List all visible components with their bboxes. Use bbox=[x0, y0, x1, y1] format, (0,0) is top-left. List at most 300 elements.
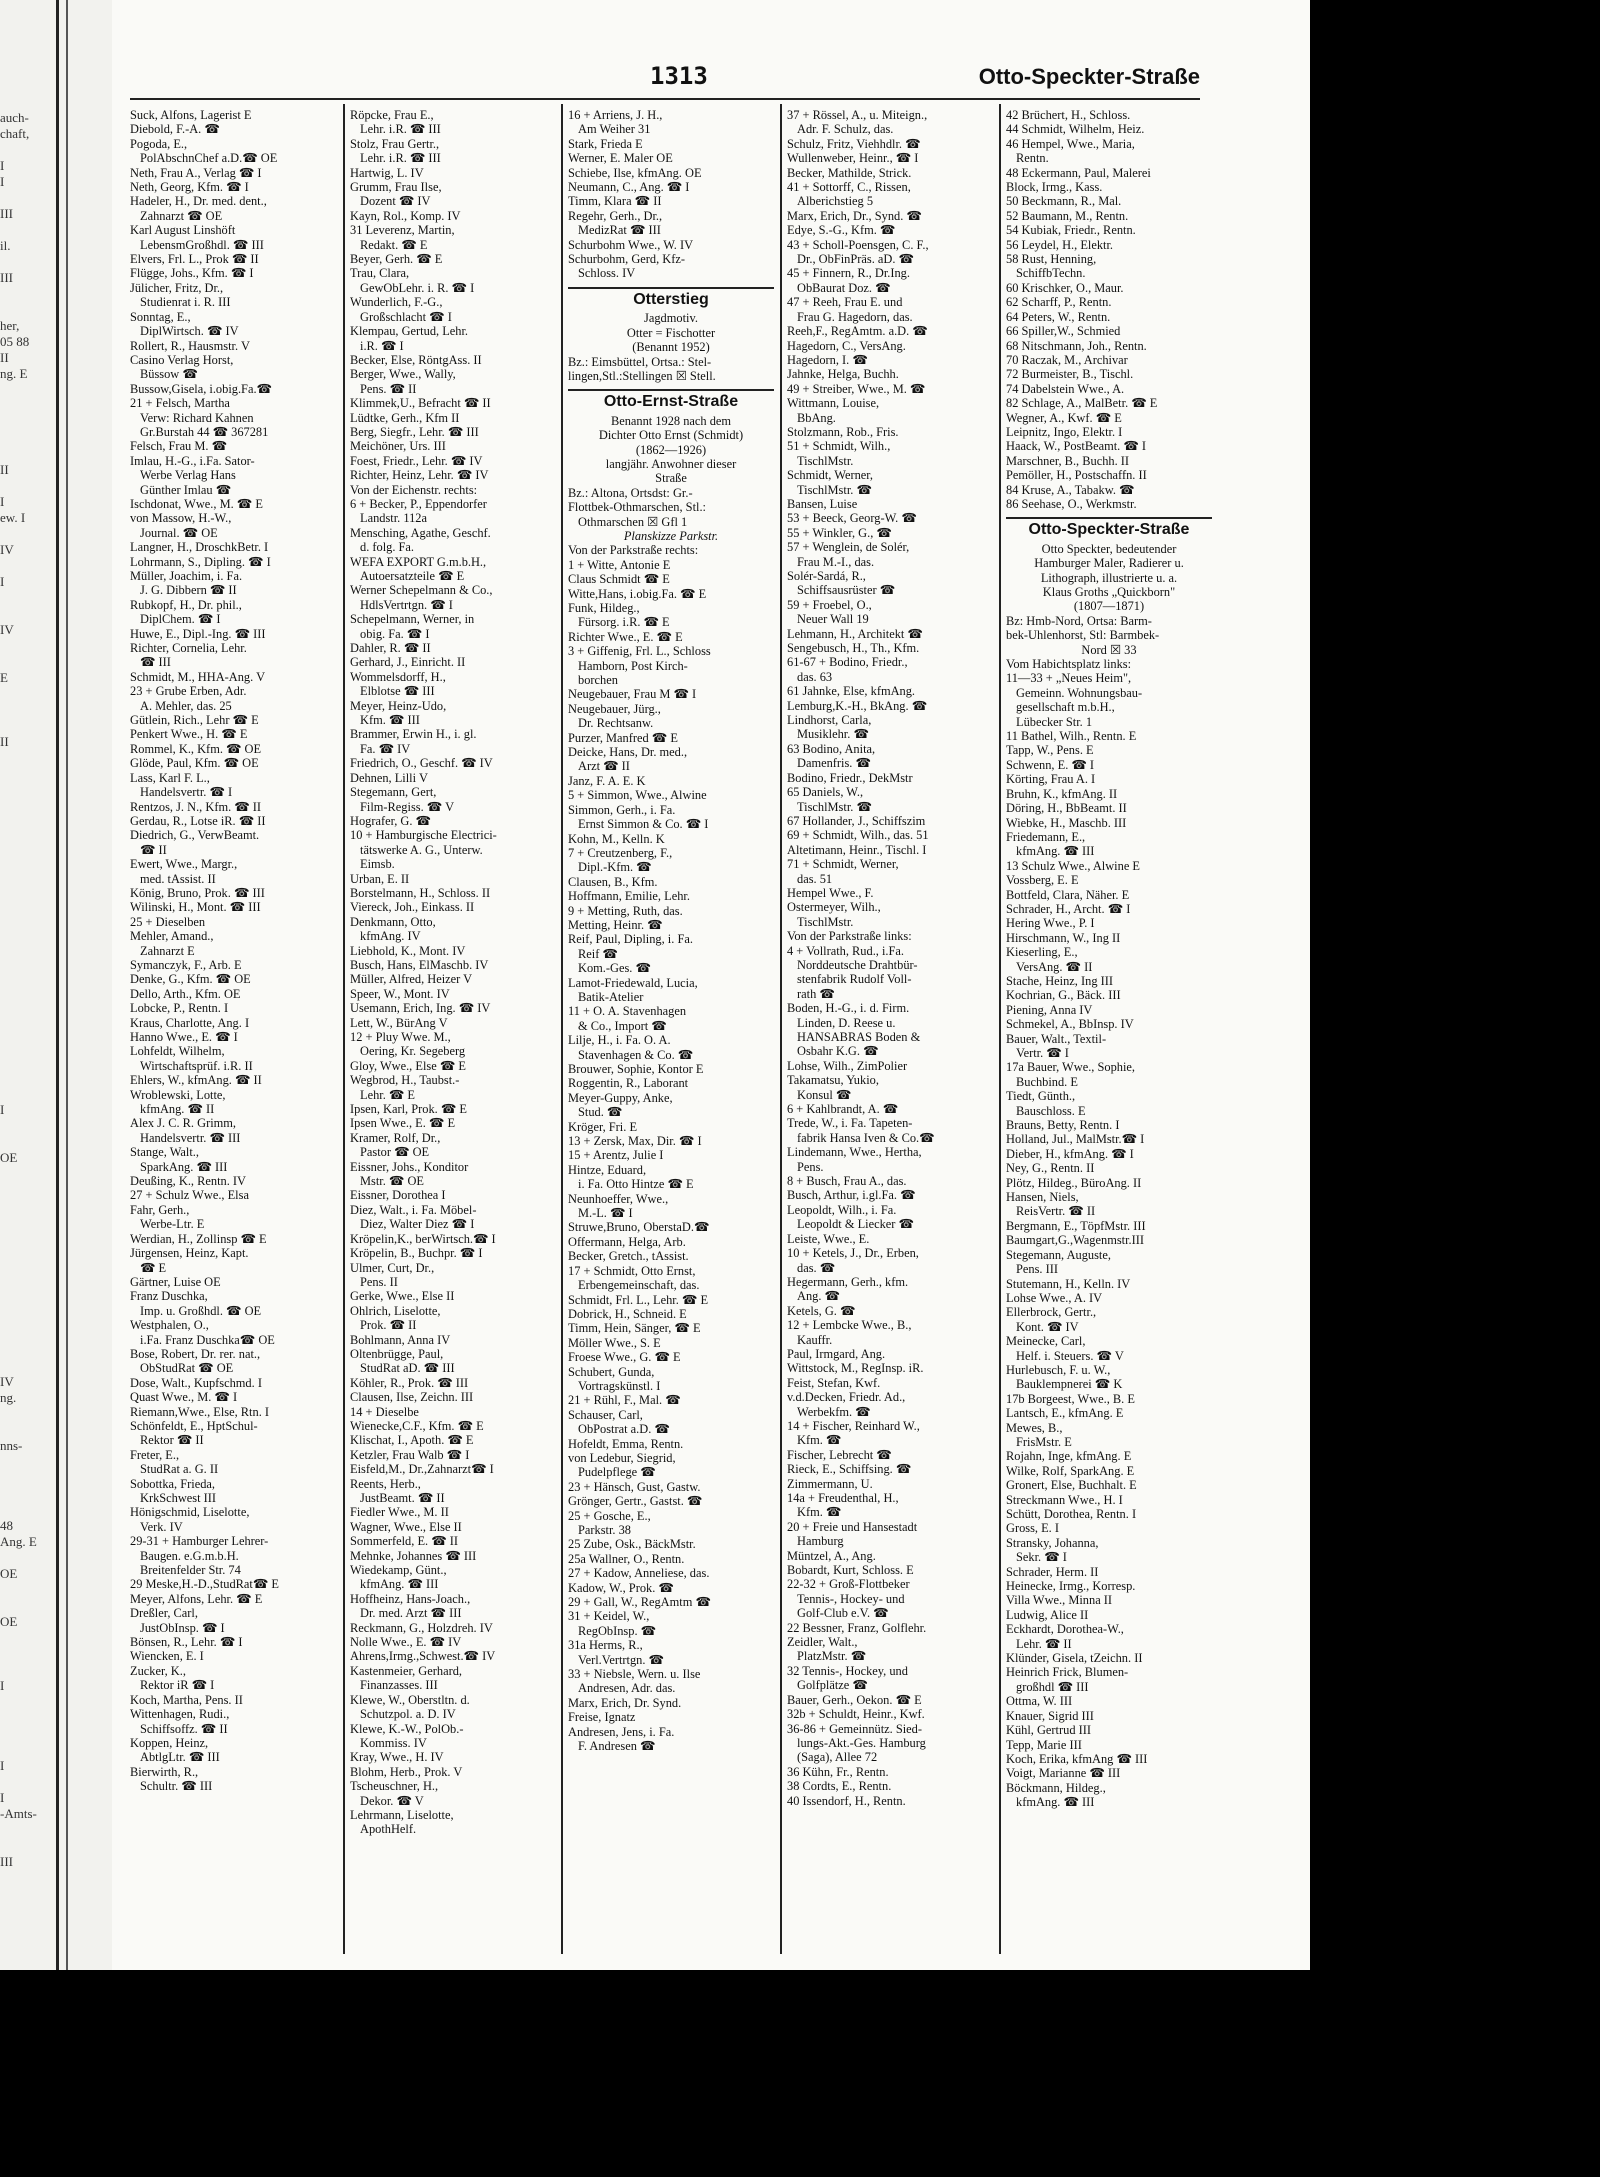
directory-entry: Alex J. C. R. Grimm, bbox=[130, 1116, 237, 1131]
directory-entry: 62 Scharff, P., Rentn. bbox=[1006, 295, 1112, 310]
street-note: Klaus Groths „Quickborn" bbox=[1042, 585, 1176, 599]
directory-entry: Pemöller, H., Postschaffn. II bbox=[1006, 468, 1147, 483]
entry-continuation: Landstr. 112a bbox=[360, 511, 427, 526]
directory-entry: Hirschmann, W., Ing II bbox=[1006, 930, 1121, 945]
entry-continuation: Zahnarzt ☎ OE bbox=[140, 208, 223, 223]
directory-entry: 84 Kruse, A., Tabakw. ☎ bbox=[1006, 482, 1135, 497]
directory-entry: Clausen, Ilse, Zeichn. III bbox=[350, 1390, 474, 1405]
directory-entry: 17 + Schmidt, Otto Ernst, bbox=[568, 1263, 696, 1278]
gutter-fragment bbox=[0, 1902, 54, 1918]
directory-entry: 64 Peters, W., Rentn. bbox=[1006, 309, 1111, 324]
entry-continuation: MedizRat ☎ III bbox=[578, 223, 661, 238]
directory-entry: Neugebauer, Jürg., bbox=[568, 701, 661, 716]
directory-entry: Schurbohm Wwe., W. IV bbox=[568, 237, 694, 252]
gutter-fragment bbox=[0, 894, 54, 910]
directory-entry: Berg, Siegfr., Lehr. ☎ III bbox=[350, 424, 479, 439]
directory-entry: Block, Irmg., Kass. bbox=[1006, 180, 1103, 195]
entry-continuation: Stavenhagen & Co. ☎ bbox=[578, 1047, 694, 1062]
entry-continuation: & Co., Import ☎ bbox=[578, 1018, 667, 1033]
directory-entry: Reif, Paul, Dipling, i. Fa. bbox=[568, 932, 693, 947]
directory-entry: Denke, G., Kfm. ☎ OE bbox=[130, 972, 251, 987]
entry-continuation: gesellschaft m.b.H., bbox=[1016, 700, 1115, 715]
entry-continuation: Am Weiher 31 bbox=[578, 122, 651, 137]
entry-continuation: i.R. ☎ I bbox=[360, 338, 404, 353]
column-divider bbox=[999, 104, 1001, 1954]
entry-continuation: JustBeamt. ☎ II bbox=[360, 1491, 445, 1505]
directory-entry: 51 + Schmidt, Wilh., bbox=[787, 439, 891, 454]
directory-entry: Wienecke,C.F., Kfm. ☎ E bbox=[350, 1418, 484, 1433]
directory-entry: Lindhorst, Carla, bbox=[787, 713, 872, 728]
directory-entry: Piening, Anna IV bbox=[1006, 1002, 1093, 1017]
column-divider bbox=[343, 104, 345, 1954]
directory-entry: Diedrich, G., VerwBeamt. bbox=[130, 828, 260, 843]
directory-entry: Bz.: Eimsbüttel, Ortsa.: Stel- bbox=[568, 354, 712, 369]
directory-entry: Kastenmeier, Gerhard, bbox=[350, 1663, 462, 1678]
entry-continuation: kfmAng. ☎ III bbox=[1016, 1795, 1095, 1810]
entry-continuation: Rektor iR ☎ I bbox=[140, 1678, 215, 1693]
directory-entry: 42 Brüchert, H., Schloss. bbox=[1006, 108, 1131, 122]
entry-continuation: Fa. ☎ IV bbox=[360, 741, 411, 756]
directory-entry: Bruhn, K., kfmAng. II bbox=[1006, 786, 1118, 801]
directory-entry: 11 + O. A. Stavenhagen bbox=[568, 1004, 687, 1019]
directory-entry: Knauer, Sigrid III bbox=[1006, 1708, 1094, 1723]
directory-entry: Eissner, Dorothea I bbox=[350, 1188, 446, 1203]
directory-entry: Mehler, Amand., bbox=[130, 929, 214, 944]
gutter-fragment: II bbox=[0, 350, 9, 365]
entry-continuation: Wirtschaftsprüf. i.R. II bbox=[140, 1058, 253, 1073]
entry-continuation: Werbe Verlag Hans bbox=[140, 468, 236, 483]
gutter-fragment bbox=[0, 1870, 54, 1886]
directory-entry: Möller Wwe., S. E bbox=[568, 1335, 661, 1350]
directory-entry: 12 + Pluy Wwe. M., bbox=[350, 1030, 451, 1044]
directory-entry: Paul, Irmgard, Ang. bbox=[787, 1346, 886, 1361]
directory-entry: Werner, E. Maler OE bbox=[568, 151, 673, 166]
directory-entry: Offermann, Helga, Arb. bbox=[568, 1234, 686, 1249]
directory-entry: 29 Meske,H.-D.,StudRat☎ E bbox=[130, 1577, 279, 1592]
directory-entry: 31 + Keidel, W., bbox=[568, 1609, 650, 1624]
directory-entry: Klischat, I., Apoth. ☎ E bbox=[350, 1433, 474, 1448]
gutter-fragment bbox=[0, 798, 54, 814]
directory-entry: Gronert, Else, Buchhalt. E bbox=[1006, 1478, 1137, 1493]
entry-continuation: Helf. i. Steuers. ☎ V bbox=[1016, 1348, 1124, 1363]
entry-continuation: Tennis-, Hockey- und bbox=[797, 1591, 905, 1606]
entry-continuation: Elblotse ☎ III bbox=[360, 684, 435, 699]
directory-entry: 55 + Winkler, G., ☎ bbox=[787, 525, 892, 540]
entry-continuation: J. G. Dibbern ☎ II bbox=[140, 583, 237, 598]
directory-entry: 7 + Creutzenberg, F., bbox=[568, 845, 673, 860]
entry-continuation: Leopoldt & Liecker ☎ bbox=[797, 1217, 914, 1232]
directory-entry: Stolzmann, Rob., Fris. bbox=[787, 424, 899, 439]
entry-continuation: Pens. III bbox=[1016, 1262, 1058, 1277]
gutter-fragment bbox=[0, 1134, 54, 1150]
directory-entry: Leiste, Wwe., E. bbox=[787, 1231, 870, 1246]
directory-entry: 69 + Schmidt, Wilh., das. 51 bbox=[787, 828, 929, 843]
directory-entry: Elvers, Frl. L., Prok ☎ II bbox=[130, 252, 259, 267]
directory-entry: 70 Raczak, M., Archivar bbox=[1006, 352, 1128, 367]
running-head: Otto-Speckter-Straße bbox=[978, 64, 1200, 89]
entry-continuation: Neuer Wall 19 bbox=[797, 612, 869, 627]
entry-continuation: Buchbind. E bbox=[1016, 1074, 1078, 1089]
directory-entry: Riemann,Wwe., Else, Rtn. I bbox=[130, 1404, 270, 1419]
directory-entry: 72 Burmeister, B., Tischl. bbox=[1006, 367, 1134, 382]
entry-continuation: Fürsorg. i.R. ☎ E bbox=[578, 615, 670, 630]
directory-entry: 58 Rust, Henning, bbox=[1006, 252, 1097, 267]
gutter-fragment: II bbox=[0, 462, 9, 477]
directory-entry: 25 Zube, Osk., BäckMstr. bbox=[568, 1537, 696, 1552]
directory-column-3 bbox=[568, 108, 774, 1953]
gutter-fragment bbox=[0, 1726, 54, 1742]
directory-entry: Wullenweber, Heinr., ☎ I bbox=[787, 151, 919, 166]
entry-continuation: lungs-Akt.-Ges. Hamburg bbox=[797, 1735, 926, 1750]
directory-entry: Dahler, R. ☎ II bbox=[350, 641, 431, 656]
directory-entry: 10 + Ketels, J., Dr., Erben, bbox=[787, 1246, 919, 1261]
directory-entry: Körting, Frau A. I bbox=[1006, 772, 1096, 787]
directory-entry: Richter, Cornelia, Lehr. bbox=[130, 641, 247, 656]
street-note: langjähr. Anwohner dieser bbox=[605, 456, 737, 471]
entry-continuation: Schloss. IV bbox=[578, 266, 636, 281]
gutter-fragment bbox=[0, 1118, 54, 1134]
entry-continuation: Lehr. i.R. ☎ III bbox=[360, 151, 441, 166]
directory-entry: Lohse, Wilh., ZimPolier bbox=[787, 1058, 908, 1073]
directory-entry: Kröger, Fri. E bbox=[568, 1119, 638, 1134]
directory-entry: Böckmann, Hildeg., bbox=[1006, 1780, 1106, 1795]
directory-entry: 31a Herms, R., bbox=[568, 1638, 643, 1653]
directory-entry: Freter, E., bbox=[130, 1447, 180, 1462]
directory-entry: Felsch, Frau M. ☎ bbox=[130, 439, 228, 454]
directory-entry: Klewe, W., Oberstltn. d. bbox=[350, 1692, 470, 1707]
directory-entry: Flügge, Johs., Kfm. ☎ I bbox=[130, 266, 254, 281]
gutter-fragment: auch- bbox=[0, 110, 29, 125]
directory-entry: Marschner, B., Buchh. II bbox=[1006, 453, 1130, 468]
directory-entry: Tiedt, Günth., bbox=[1006, 1089, 1076, 1104]
header-rule bbox=[130, 98, 1200, 100]
street-heading: Otterstieg bbox=[568, 287, 774, 307]
entry-continuation: Lehr. ☎ II bbox=[1016, 1636, 1072, 1651]
directory-entry: Neugebauer, Frau M ☎ I bbox=[568, 687, 697, 702]
directory-entry: Wiencken, E. I bbox=[130, 1649, 204, 1664]
street-note: Otto Speckter, bedeutender bbox=[1041, 541, 1177, 556]
directory-entry: Stange, Walt., bbox=[130, 1145, 199, 1160]
directory-entry: Hanno Wwe., E. ☎ I bbox=[130, 1030, 238, 1044]
entry-continuation: Rentn. bbox=[1016, 151, 1049, 166]
gutter-fragment: ng. bbox=[0, 1390, 17, 1405]
entry-continuation: HANSABRAS Boden & bbox=[797, 1030, 921, 1044]
directory-entry: Bose, Robert, Dr. rer. nat., bbox=[130, 1346, 261, 1361]
directory-entry: Gerdau, R., Lotse iR. ☎ II bbox=[130, 813, 266, 828]
directory-entry: Sonntag, E., bbox=[130, 309, 191, 324]
directory-entry: 13 + Zersk, Max, Dir. ☎ I bbox=[568, 1134, 702, 1149]
gutter-fragment bbox=[0, 830, 54, 846]
directory-entry: Usemann, Erich, Ing. ☎ IV bbox=[350, 1001, 491, 1016]
directory-entry: 46 Hempel, Wwe., Maria, bbox=[1006, 136, 1135, 151]
directory-entry: Ewert, Wwe., Margr., bbox=[130, 857, 238, 872]
entry-continuation: TischlMstr. bbox=[797, 453, 854, 468]
entry-continuation: Kfm. ☎ III bbox=[360, 713, 420, 728]
directory-column-2 bbox=[350, 108, 556, 1953]
directory-entry: Stransky, Johanna, bbox=[1006, 1535, 1099, 1550]
page-header bbox=[130, 62, 1200, 96]
directory-entry: Schiebe, Ilse, kfmAng. OE bbox=[568, 165, 702, 180]
entry-continuation: PolAbschnChef a.D.☎ OE bbox=[140, 151, 278, 166]
directory-entry: Stache, Heinz, Ing III bbox=[1006, 973, 1113, 988]
entry-continuation: Werbekfm. ☎ bbox=[797, 1404, 871, 1419]
binding-edge bbox=[56, 0, 59, 1970]
directory-entry: Takamatsu, Yukio, bbox=[787, 1073, 879, 1088]
directory-entry: Schrader, Herm. II bbox=[1006, 1564, 1099, 1579]
entry-continuation: Büssow ☎ bbox=[140, 367, 198, 382]
entry-continuation: HdlsVertrtgn. ☎ I bbox=[360, 597, 453, 612]
directory-entry: Röpcke, Frau E., bbox=[350, 108, 434, 122]
directory-entry: Clausen, B., Kfm. bbox=[568, 874, 658, 889]
directory-entry: Eisfeld,M., Dr.,Zahnarzt☎ I bbox=[350, 1462, 494, 1477]
directory-entry: Trede, W., i. Fa. Tapeten- bbox=[787, 1116, 913, 1131]
directory-entry: Rommel, K., Kfm. ☎ OE bbox=[130, 741, 262, 756]
gutter-fragment bbox=[0, 1710, 54, 1726]
street-note: Jagdmotiv. bbox=[644, 311, 698, 326]
directory-entry: Marx, Erich, Dr., Synd. ☎ bbox=[787, 208, 922, 223]
directory-entry: Edye, S.-G., Kfm. ☎ bbox=[787, 223, 896, 238]
gutter-fragment: IV bbox=[0, 622, 14, 637]
column-divider bbox=[561, 104, 563, 1954]
directory-entry: Rollert, R., Hausmstr. V bbox=[130, 338, 250, 353]
entry-continuation: Baugen. e.G.m.b.H. bbox=[140, 1548, 239, 1563]
scan-background-bottom bbox=[0, 1970, 1310, 2177]
entry-continuation: Diez, Walter Diez ☎ I bbox=[360, 1217, 475, 1232]
directory-entry: Metting, Heinr. ☎ bbox=[568, 917, 663, 932]
directory-entry: Blohm, Herb., Prok. V bbox=[350, 1764, 463, 1779]
gutter-fragment bbox=[0, 1838, 54, 1854]
gutter-fragment bbox=[0, 974, 54, 990]
directory-entry: Kayn, Rol., Komp. IV bbox=[350, 208, 461, 223]
entry-continuation: Mstr. ☎ OE bbox=[360, 1174, 424, 1189]
directory-entry: 44 Schmidt, Wilhelm, Heiz. bbox=[1006, 122, 1145, 137]
gutter-fragment: III bbox=[0, 206, 13, 221]
gutter-fragment bbox=[0, 862, 54, 878]
gutter-fragment: IV bbox=[0, 1374, 14, 1389]
gutter-fragment bbox=[0, 990, 54, 1006]
entry-continuation: Vortragskünstl. I bbox=[578, 1378, 661, 1393]
gutter-fragment: OE bbox=[0, 1150, 18, 1165]
directory-entry: Ulmer, Curt, Dr., bbox=[350, 1260, 435, 1275]
directory-entry: Borstelmann, H., Schloss. II bbox=[350, 885, 491, 900]
directory-entry: Lamot-Friedewald, Lucia, bbox=[568, 975, 698, 990]
directory-entry: 38 Cordts, E., Rentn. bbox=[787, 1779, 892, 1794]
entry-continuation: ☎ III bbox=[140, 655, 171, 670]
directory-entry: Hering Wwe., P. I bbox=[1006, 916, 1095, 931]
entry-continuation: Verl.Vertrtgn. ☎ bbox=[578, 1652, 664, 1667]
entry-continuation: Batik-Atelier bbox=[578, 989, 644, 1004]
entry-continuation: Erbengemeinschaft, das. bbox=[578, 1278, 700, 1293]
entry-continuation: DiplChem. ☎ I bbox=[140, 612, 221, 627]
gutter-fragment bbox=[0, 1326, 54, 1342]
entry-continuation: Prok. ☎ II bbox=[360, 1318, 417, 1333]
entry-continuation: stenfabrik Rudolf Voll- bbox=[797, 972, 912, 987]
gutter-fragment bbox=[0, 766, 54, 782]
gutter-fragment bbox=[0, 1246, 54, 1262]
directory-entry: Dello, Arth., Kfm. OE bbox=[130, 986, 241, 1001]
street-note: (1807—1871) bbox=[1073, 599, 1145, 614]
entry-continuation: Hamburg bbox=[797, 1534, 844, 1549]
directory-entry: Lilje, H., i. Fa. O. A. bbox=[568, 1033, 671, 1048]
entry-continuation: Werbe-Ltr. E bbox=[140, 1217, 205, 1232]
gutter-fragment bbox=[0, 782, 54, 798]
directory-entry: Dreßler, Carl, bbox=[130, 1606, 198, 1621]
directory-entry: Hegermann, Gerh., kfm. bbox=[787, 1274, 909, 1289]
directory-entry: Koppen, Heinz, bbox=[130, 1735, 209, 1750]
directory-entry: Lohfeldt, Wilhelm, bbox=[130, 1044, 225, 1059]
street-note: Otter = Fischotter bbox=[626, 325, 716, 340]
directory-entry: Kochrian, G., Bäck. III bbox=[1006, 988, 1121, 1003]
directory-entry: 6 + Becker, P., Eppendorfer bbox=[350, 496, 487, 511]
column-divider bbox=[780, 104, 782, 1954]
gutter-fragment bbox=[0, 1070, 54, 1086]
gutter-fragment: E bbox=[0, 670, 8, 685]
entry-continuation: Kommiss. IV bbox=[360, 1735, 427, 1750]
entry-continuation: StudRat aD. ☎ III bbox=[360, 1361, 455, 1376]
entry-continuation: tätswerke A. G., Unterw. bbox=[360, 842, 483, 857]
scan-background-right bbox=[1310, 0, 1600, 2177]
gutter-fragment bbox=[0, 686, 54, 702]
directory-entry: 52 Baumann, M., Rentn. bbox=[1006, 208, 1129, 223]
directory-entry: Von der Parkstraße rechts: bbox=[568, 543, 699, 558]
street-note: Nord ☒ 33 bbox=[1081, 642, 1137, 657]
gutter-fragment: Ang. E bbox=[0, 1534, 37, 1549]
gutter-fragment bbox=[0, 1470, 54, 1486]
directory-entry: 1 + Witte, Antonie E bbox=[568, 557, 671, 572]
directory-entry: Oltenbrügge, Paul, bbox=[350, 1346, 444, 1361]
gutter-fragment bbox=[0, 814, 54, 830]
directory-entry: Altetimann, Heinr., Tischl. I bbox=[787, 842, 927, 857]
directory-entry: 33 + Niebsle, Wern. u. Ilse bbox=[568, 1667, 701, 1682]
entry-continuation: Kont. ☎ IV bbox=[1016, 1319, 1079, 1334]
directory-entry: Andresen, Jens, i. Fa. bbox=[568, 1724, 675, 1739]
directory-entry: Schmidt, Frl. L., Lehr. ☎ E bbox=[568, 1292, 709, 1307]
directory-entry: Wroblewski, Lotte, bbox=[130, 1087, 226, 1102]
entry-continuation: Journal. ☎ OE bbox=[140, 525, 218, 540]
entry-continuation: Arzt ☎ II bbox=[578, 759, 630, 774]
directory-entry: lingen,Stl.:Stellingen ☒ Stell. bbox=[568, 368, 716, 383]
directory-entry: Kadow, W., Prok. ☎ bbox=[568, 1580, 674, 1595]
gutter-fragment bbox=[0, 430, 54, 446]
gutter-fragment: I bbox=[0, 1758, 5, 1773]
directory-entry: 25 + Dieselben bbox=[130, 914, 206, 929]
gutter-fragment bbox=[0, 398, 54, 414]
entry-continuation: ReisVertr. ☎ II bbox=[1016, 1204, 1096, 1219]
entry-continuation: Schultr. ☎ III bbox=[140, 1779, 213, 1794]
entry-continuation: Golfplätze ☎ bbox=[797, 1678, 868, 1693]
entry-continuation: d. folg. Fa. bbox=[360, 540, 415, 555]
entry-continuation: Dr. Rechtsanw. bbox=[578, 716, 654, 731]
directory-entry: Bönsen, R., Lehr. ☎ I bbox=[130, 1635, 243, 1650]
entry-continuation: SchiffbTechn. bbox=[1016, 266, 1086, 281]
directory-entry: Von der Parkstraße links: bbox=[787, 929, 912, 944]
directory-entry: Köhler, R., Prok. ☎ III bbox=[350, 1375, 469, 1390]
entry-continuation: borchen bbox=[578, 673, 618, 688]
directory-entry: Diez, Walt., i. Fa. Möbel- bbox=[350, 1202, 477, 1217]
directory-entry: Holland, Jul., MalMstr.☎ I bbox=[1006, 1132, 1145, 1147]
directory-entry: Kohn, M., Kelln. K bbox=[568, 831, 665, 846]
directory-entry: Lantsch, E., kfmAng. E bbox=[1006, 1406, 1124, 1421]
directory-entry: Meinecke, Carl, bbox=[1006, 1334, 1086, 1349]
gutter-fragment bbox=[0, 1502, 54, 1518]
directory-entry: Fahr, Gerh., bbox=[130, 1202, 190, 1217]
entry-continuation: Frau G. Hagedorn, das. bbox=[797, 309, 913, 324]
directory-entry: Bergmann, E., TöpfMstr. III bbox=[1006, 1218, 1146, 1233]
directory-entry: Brouwer, Sophie, Kontor E bbox=[568, 1062, 704, 1076]
entry-continuation: Studienrat i. R. III bbox=[140, 295, 231, 310]
directory-entry: Bobardt, Kurt, Schloss. E bbox=[787, 1563, 914, 1578]
entry-continuation: FrisMstr. E bbox=[1016, 1434, 1072, 1449]
gutter-fragment bbox=[0, 1454, 54, 1470]
directory-entry: Langner, H., DroschkBetr. I bbox=[130, 540, 269, 555]
entry-continuation: Ernst Simmon & Co. ☎ I bbox=[578, 817, 709, 832]
gutter-fragment bbox=[0, 1166, 54, 1182]
directory-entry: Feist, Stefan, Kwf. bbox=[787, 1375, 881, 1390]
directory-entry: 17a Bauer, Wwe., Sophie, bbox=[1006, 1060, 1135, 1075]
directory-entry: 48 Eckermann, Paul, Malerei bbox=[1006, 165, 1151, 180]
directory-entry: Kröpelin, B., Buchpr. ☎ I bbox=[350, 1246, 483, 1261]
previous-page-gutter bbox=[0, 0, 112, 1970]
directory-entry: bek-Uhlenhorst, Stl: Barmbek- bbox=[1006, 628, 1160, 643]
directory-entry: Hografer, G. ☎ bbox=[350, 813, 431, 828]
directory-entry: Jülicher, Fritz, Dr., bbox=[130, 280, 224, 295]
entry-continuation: ObPostrat a.D. ☎ bbox=[578, 1422, 670, 1437]
entry-continuation: GewObLehr. i. R. ☎ I bbox=[360, 280, 475, 295]
entry-continuation: Frau M.-I., das. bbox=[797, 554, 875, 569]
directory-entry: 61 Jahnke, Else, kfmAng. bbox=[787, 684, 916, 699]
directory-entry: Rubkopf, H., Dr. phil., bbox=[130, 597, 242, 612]
directory-entry: Diebold, F.-A. ☎ bbox=[130, 122, 220, 137]
entry-continuation: Rektor ☎ II bbox=[140, 1433, 204, 1448]
directory-entry: Rieck, E., Schiffsing. ☎ bbox=[787, 1462, 912, 1477]
directory-entry: Huwe, E., Dipl.-Ing. ☎ III bbox=[130, 626, 266, 641]
directory-entry: 14 + Dieselbe bbox=[350, 1404, 419, 1419]
directory-entry: 29-31 + Hamburger Lehrer- bbox=[130, 1534, 269, 1549]
directory-entry: Schepelmann, Werner, in bbox=[350, 612, 475, 627]
entry-continuation: Parkstr. 38 bbox=[578, 1523, 632, 1537]
directory-entry: Wilke, Rolf, SparkAng. E bbox=[1006, 1463, 1135, 1478]
gutter-fragment: IV bbox=[0, 542, 14, 557]
directory-entry: Sobottka, Frieda, bbox=[130, 1476, 216, 1491]
entry-continuation: Stud. ☎ bbox=[578, 1105, 623, 1120]
directory-entry: 27 + Schulz Wwe., Elsa bbox=[130, 1188, 249, 1203]
directory-entry: 25 + Gosche, E., bbox=[568, 1508, 651, 1523]
directory-entry: Claus Schmidt ☎ E bbox=[568, 572, 670, 587]
directory-entry: 54 Kubiak, Friedr., Rentn. bbox=[1006, 223, 1136, 238]
entry-continuation: Othmarschen ☒ Gfl 1 bbox=[578, 514, 688, 529]
directory-entry: Vom Habichtsplatz links: bbox=[1006, 657, 1132, 672]
directory-entry: Glöde, Paul, Kfm. ☎ OE bbox=[130, 756, 259, 771]
directory-entry: Rentzos, J. N., Kfm. ☎ II bbox=[130, 799, 262, 814]
entry-continuation: kfmAng. ☎ III bbox=[1016, 844, 1095, 859]
directory-entry: Dehnen, Lilli V bbox=[350, 770, 428, 785]
gutter-fragment bbox=[0, 750, 54, 766]
directory-entry: von Massow, H.-W., bbox=[130, 511, 232, 526]
gutter-fragment bbox=[0, 1278, 54, 1294]
entry-continuation: Kom.-Ges. ☎ bbox=[578, 961, 651, 976]
entry-continuation: RegObInsp. ☎ bbox=[578, 1623, 657, 1638]
directory-entry: Ostermeyer, Wilh., bbox=[787, 900, 881, 915]
directory-entry: Flottbek-Othmarschen, Stl.: bbox=[568, 500, 707, 515]
directory-entry: Hurlebusch, F. u. W., bbox=[1006, 1362, 1111, 1377]
directory-entry: Fiedler Wwe., M. II bbox=[350, 1505, 449, 1520]
entry-continuation: Linden, D. Reese u. bbox=[797, 1015, 896, 1030]
gutter-fragment bbox=[0, 446, 54, 462]
directory-entry: Koch, Martha, Pens. II bbox=[130, 1692, 243, 1707]
directory-entry: Viereck, Joh., Einkass. II bbox=[350, 900, 475, 915]
directory-entry: Sengebusch, H., Th., Kfm. bbox=[787, 641, 920, 656]
entry-continuation: Kauffr. bbox=[797, 1332, 833, 1347]
